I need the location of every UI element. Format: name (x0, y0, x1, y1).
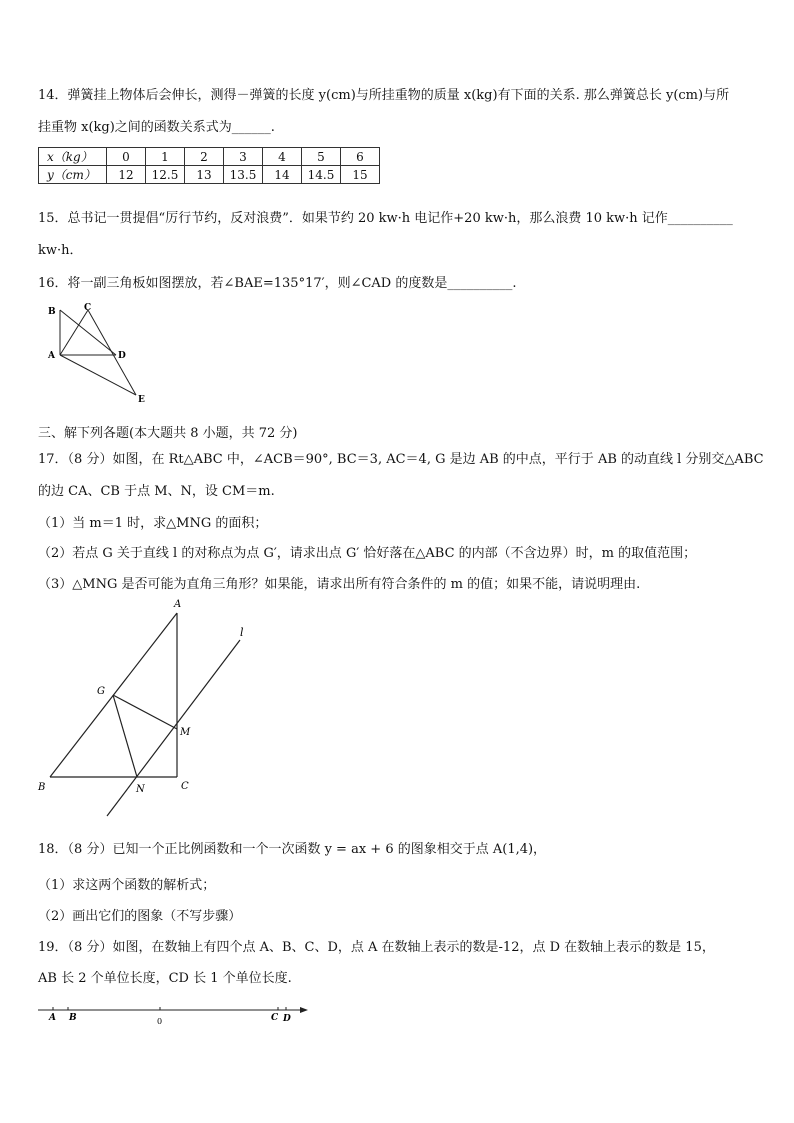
q19-text-line1: 19．（8 分）如图，在数轴上有四个点 A、B、C、D，点 A 在数轴上表示的数是-12，点 D 在数轴上表示的数是 15， (38, 940, 715, 955)
q19-text-line2: AB 长 2 个单位长度，CD 长 1 个单位长度. (38, 971, 292, 986)
q17-label-l: l (240, 626, 244, 639)
table-cell: 6 (341, 148, 380, 166)
table-row-x (39, 148, 380, 166)
q18-text-line1: 18．（8 分）已知一个正比例函数和一个一次函数 y = ax + 6 的图象相交于点 A(1,4)， (38, 842, 547, 857)
q14-text-line2: 挂重物 x(kg)之间的函数关系式为______. (38, 120, 275, 135)
table-cell: 0 (107, 148, 146, 166)
table-cell: 13 (185, 166, 224, 184)
q19-label-d: D (283, 1014, 291, 1024)
table-cell: 15 (341, 166, 380, 184)
q17-label-b: B (38, 782, 46, 793)
q18-part1: （1）求这两个函数的解析式； (38, 878, 216, 893)
q15-text-line1: 15．总书记一贯提倡“厉行节约，反对浪费”．如果节约 20 kw·h 电记作+20 kw·h，那么浪费 10 kw·h 记作__________ (38, 211, 733, 226)
table-cell: 13.5 (224, 166, 263, 184)
q17-label-g: G (97, 686, 105, 697)
table-cell: 1 (146, 148, 185, 166)
q16-label-e: E (138, 395, 145, 405)
q17-label-a: A (174, 599, 182, 610)
section-3-title: 三、解下列各题(本大题共 8 小题，共 72 分) (38, 426, 298, 441)
table-cell: 2 (185, 148, 224, 166)
q19-label-zero: 0 (157, 1017, 163, 1026)
table-cell: 5 (302, 148, 341, 166)
q17-part2: （2）若点 G 关于直线 l 的对称点为点 G′，请求出点 G′ 恰好落在△ABC 的内部（不含边界）时，m 的取值范围； (38, 546, 697, 561)
table-cell: 4 (263, 148, 302, 166)
q16-label-b: B (48, 307, 56, 317)
q17-triangle-figure (36, 598, 256, 803)
q19-number-line (36, 1002, 316, 1032)
q19-label-b: B (69, 1013, 77, 1023)
q14-text-line1: 14．弹簧挂上物体后会伸长，测得－弹簧的长度 y(cm)与所挂重物的质量 x(kg)有下面的关系. 那么弹簧总长 y(cm)与所 (38, 88, 730, 103)
q16-label-c: C (84, 303, 92, 313)
q17-part3: （3）△MNG 是否可能为直角三角形？如果能，请求出所有符合条件的 m 的值；如果不能，请说明理由. (38, 577, 641, 592)
q17-label-m: M (180, 727, 191, 738)
table-header-y: y（cm） (39, 166, 107, 184)
table-row-y (39, 166, 380, 184)
table-cell: 3 (224, 148, 263, 166)
q14-data-table (38, 147, 380, 184)
table-cell: 12.5 (146, 166, 185, 184)
q16-text-line1: 16．将一副三角板如图摆放，若∠BAE=135°17′，则∠CAD 的度数是__________. (38, 276, 517, 291)
table-cell: 14 (263, 166, 302, 184)
table-cell: 14.5 (302, 166, 341, 184)
q19-label-a: A (49, 1013, 56, 1023)
q16-label-d: D (118, 351, 126, 361)
q17-label-c: C (181, 781, 189, 792)
q15-text-line2: kw·h． (38, 243, 83, 258)
q17-label-n: N (136, 784, 145, 795)
q19-label-c: C (271, 1013, 279, 1023)
q16-label-a: A (48, 351, 55, 361)
table-header-x: x（kg） (39, 148, 107, 166)
q17-part1: （1）当 m＝1 时，求△MNG 的面积； (38, 516, 268, 531)
q17-text-line1: 17．（8 分）如图，在 Rt△ABC 中，∠ACB＝90°, BC＝3, AC＝4, G 是边 AB 的中点，平行于 AB 的动直线 l 分别交△ABC (38, 452, 764, 467)
table-cell: 12 (107, 166, 146, 184)
q17-text-line2: 的边 CA、CB 于点 M、N，设 CM＝m. (38, 484, 275, 499)
q16-triangle-figure (36, 300, 156, 405)
q18-part2: （2）画出它们的图象（不写步骤） (38, 909, 242, 924)
